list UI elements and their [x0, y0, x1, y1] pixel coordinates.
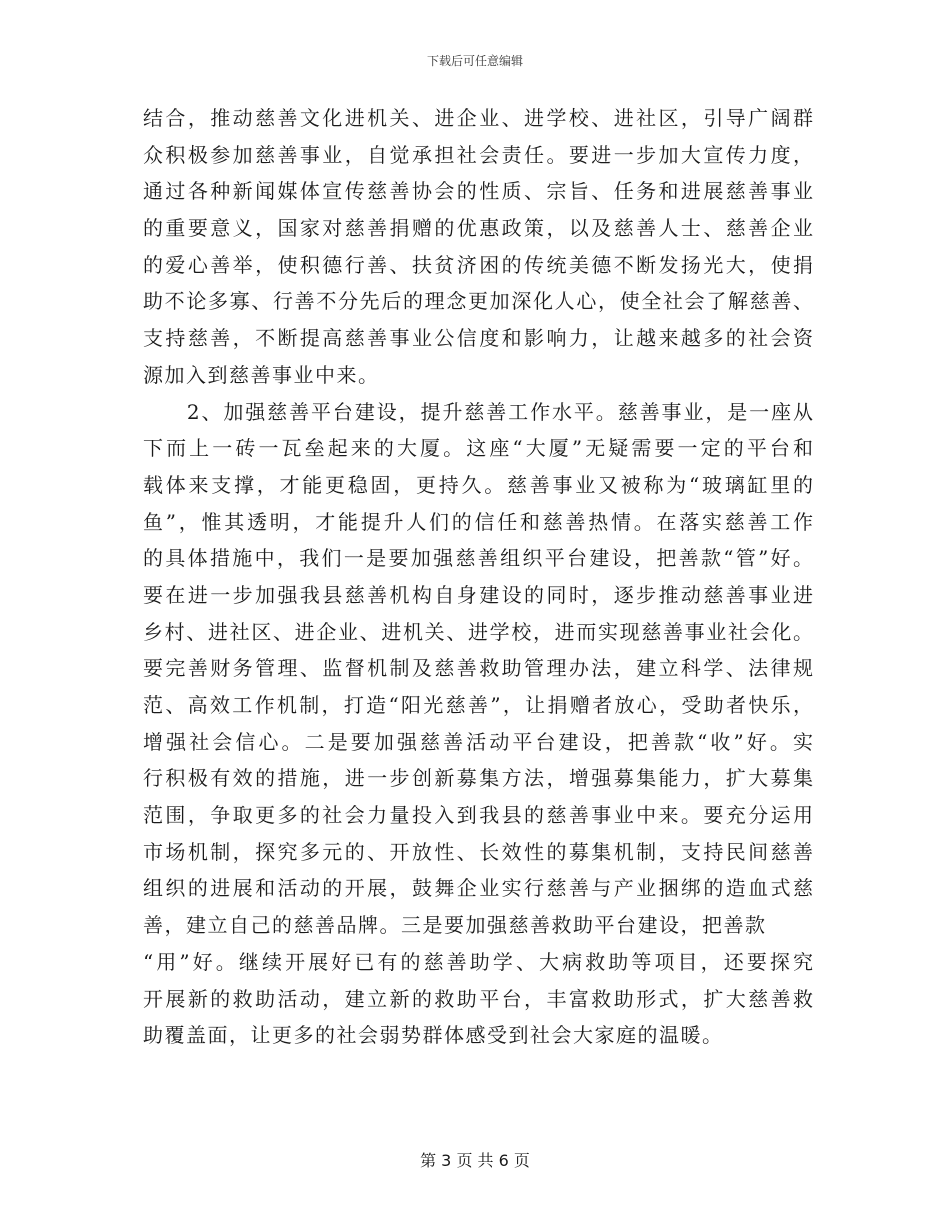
- text-line: 的具体措施中，我们一是要加强慈善组织平台建设，把善款“管”好。: [143, 546, 813, 571]
- text-line: 增强社会信心。二是要加强慈善活动平台建设，把善款“收”好。实: [143, 729, 813, 754]
- text-line: 源加入到慈善事业中来。: [143, 362, 380, 387]
- text-line: 结合，推动慈善文化进机关、进企业、进学校、进社区，引导广阔群: [143, 106, 813, 130]
- text-line: 助不论多寡、行善不分先后的理念更加深化人心，使全社会了解慈善、: [143, 289, 813, 314]
- text-line: 2、加强慈善平台建设，提升慈善工作水平。慈善事业，是一座从: [143, 399, 813, 424]
- text-line: 善，建立自己的慈善品牌。三是要加强慈善救助平台建设，把善款: [143, 913, 767, 938]
- total-page-number: 6: [498, 1151, 509, 1170]
- current-page-number: 3: [441, 1151, 452, 1170]
- text-line: 下而上一砖一瓦垒起来的大厦。这座“大厦”无疑需要一定的平台和: [143, 436, 813, 461]
- text-line: 行积极有效的措施，进一步创新募集方法，增强募集能力，扩大募集: [143, 766, 813, 791]
- text-line: 组织的进展和活动的开展，鼓舞企业实行慈善与产业捆绑的造血式慈: [143, 876, 813, 901]
- text-line: 范围，争取更多的社会力量投入到我县的慈善事业中来。要充分运用: [143, 803, 813, 828]
- text-line: 的爱心善举，使积德行善、扶贫济困的传统美德不断发扬光大，使捐: [143, 252, 813, 277]
- page-footer: [0, 1150, 950, 1172]
- footer-middle: 页 共: [456, 1151, 494, 1170]
- text-line: 要在进一步加强我县慈善机构自身建设的同时，逐步推动慈善事业进: [143, 582, 813, 607]
- text-line: 要完善财务管理、监督机制及慈善救助管理办法，建立科学、法律规: [143, 656, 813, 681]
- text-line: 助覆盖面，让更多的社会弱势群体感受到社会大家庭的温暖。: [143, 1023, 724, 1048]
- text-line: 范、高效工作机制，打造“阳光慈善”，让捐赠者放心，受助者快乐，: [143, 693, 813, 717]
- footer-suffix: 页: [513, 1151, 530, 1170]
- text-line: 的重要意义，国家对慈善捐赠的优惠政策，以及慈善人士、慈善企业: [143, 216, 813, 241]
- text-line: 乡村、进社区、进企业、进机关、进学校，进而实现慈善事业社会化。: [143, 619, 813, 644]
- text-line: 载体来支撑，才能更稳固，更持久。慈善事业又被称为“玻璃缸里的: [143, 472, 813, 497]
- text-line: “用”好。继续开展好已有的慈善助学、大病救助等项目，还要探究: [143, 949, 813, 974]
- text-line: 众积极参加慈善事业，自觉承担社会责任。要进一步加大宣传力度，: [143, 142, 813, 167]
- page-header: 下载后可任意编辑: [426, 54, 523, 68]
- document-body: [143, 100, 813, 1054]
- footer-prefix: 第: [420, 1151, 437, 1170]
- text-line: 开展新的救助活动，建立新的救助平台，丰富救助形式，扩大慈善救: [143, 986, 813, 1011]
- text-line: 支持慈善，不断提高慈善事业公信度和影响力，让越来越多的社会资: [143, 326, 813, 351]
- text-line: 市场机制，探究多元的、开放性、长效性的募集机制，支持民间慈善: [143, 839, 813, 864]
- text-line: 鱼”，惟其透明，才能提升人们的信任和慈善热情。在落实慈善工作: [143, 509, 813, 534]
- text-line: 通过各种新闻媒体宣传慈善协会的性质、宗旨、任务和进展慈善事业: [143, 179, 813, 204]
